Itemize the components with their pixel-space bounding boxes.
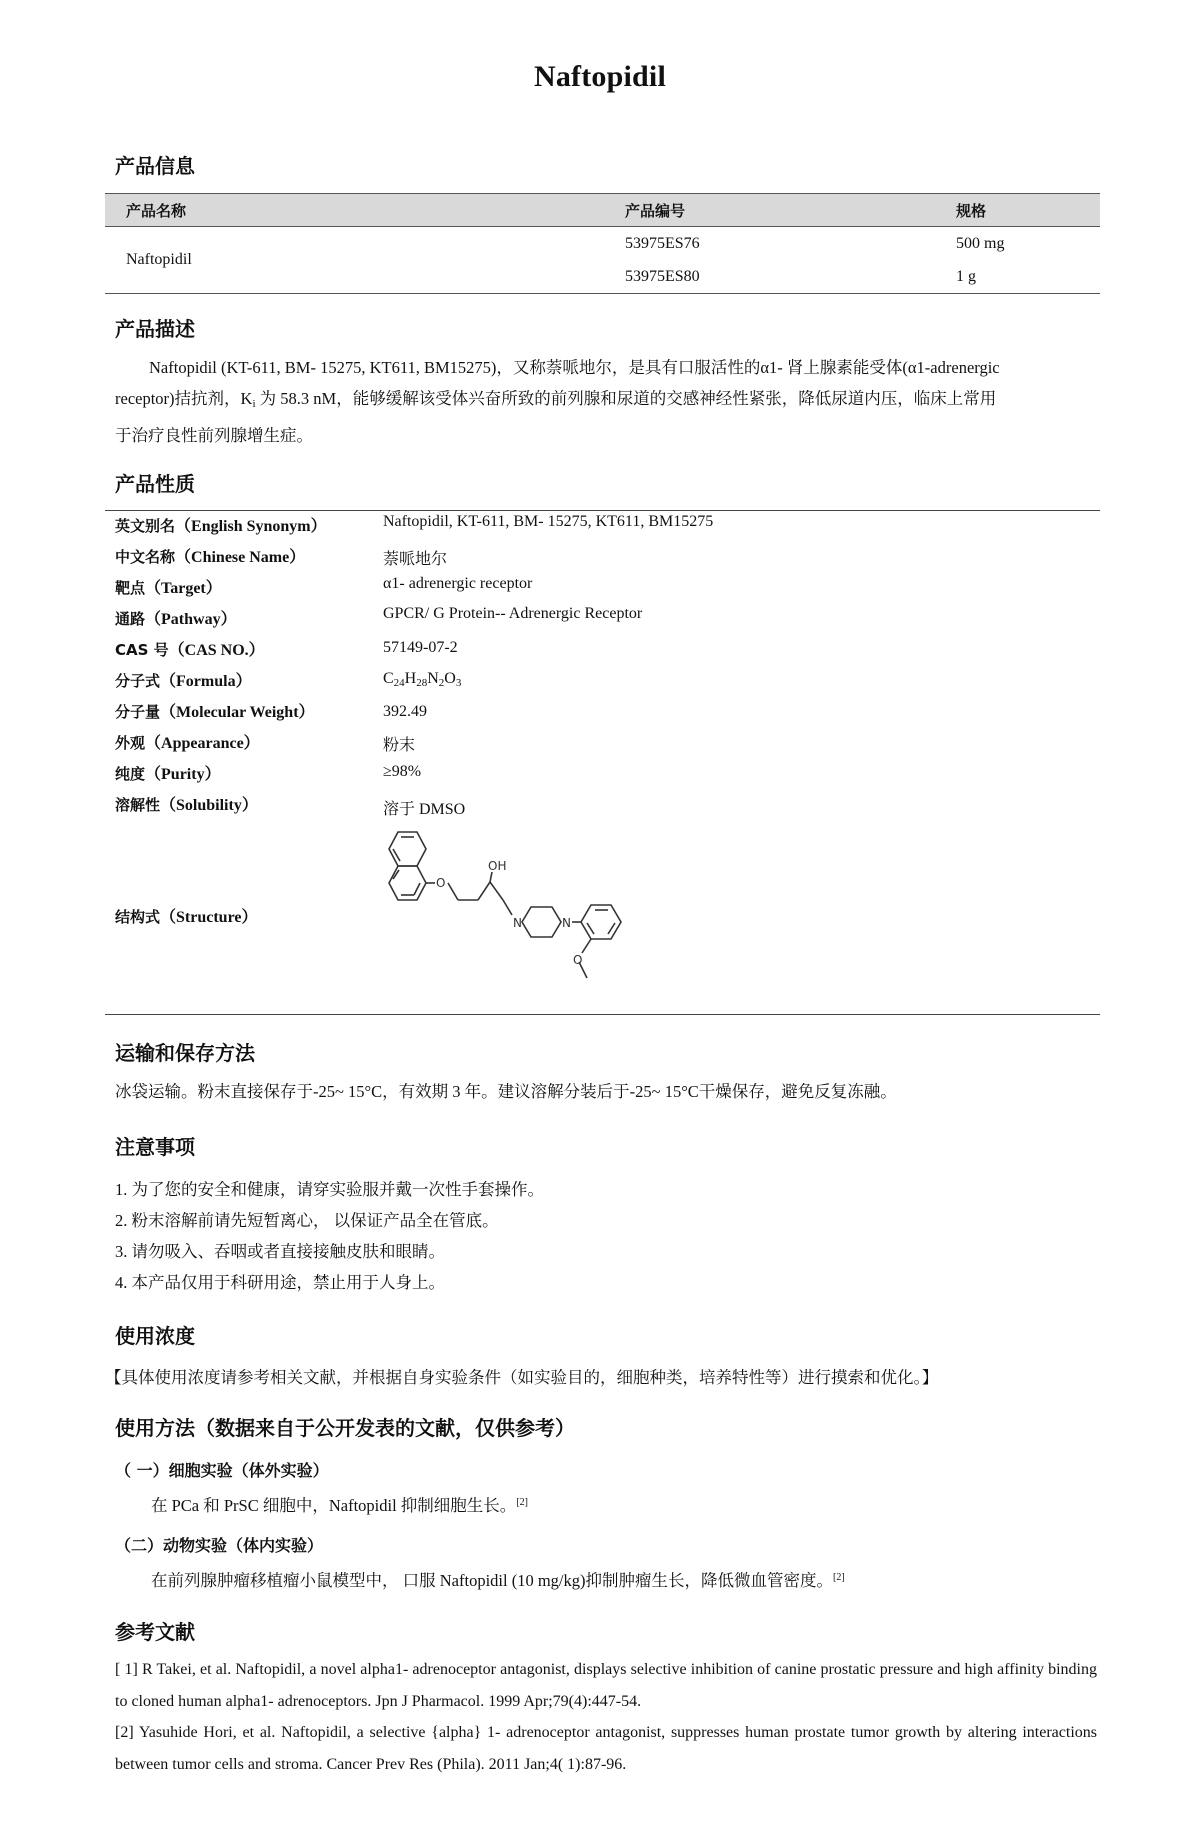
prop-label-pathway: 通路（Pathway） <box>115 610 237 628</box>
description-line: Naftopidil (KT-611, BM- 15275, KT611, BM15275)，又称萘哌地尔，是具有口服活性的α1- 肾上腺素能受体(α1-adrenergic <box>149 358 1000 377</box>
prop-value-cas: 57149-07-2 <box>383 639 458 656</box>
cell-experiment-heading: （ 一）细胞实验（体外实验） <box>115 1461 329 1480</box>
citation-ref: [2] <box>516 1497 528 1508</box>
usage-conc-text: 【具体使用浓度请参考相关文献，并根据自身实验条件（如实验目的，细胞种类，培养特性等）进行摸索和优化。】 <box>105 1368 939 1387</box>
description-heading: 产品描述 <box>115 317 195 341</box>
list-item: 2. 粉末溶解前请先短暂离心， 以保证产品全在管底。 <box>115 1211 499 1230</box>
prop-label-structure: 结构式（Structure） <box>115 908 258 926</box>
list-item: 3. 请勿吸入、吞咽或者直接接触皮肤和眼睛。 <box>115 1242 445 1261</box>
svg-text:O: O <box>573 953 583 967</box>
properties-heading: 产品性质 <box>115 472 195 496</box>
prop-label-solubility: 溶解性（Solubility） <box>115 796 258 814</box>
prop-label-mw: 分子量（Molecular Weight） <box>115 703 315 721</box>
table-header-row <box>105 194 1100 227</box>
description-line: receptor)拮抗剂，$K_i$ 为 58.3 nM，能够缓解该受体兴奋所致的前列腺和尿道的交感神经性紧张，降低尿道内压，临床上常用 <box>115 389 997 410</box>
prop-label-cas: CAS 号（CAS NO.） <box>115 641 265 659</box>
citation-ref: [2] <box>832 1572 845 1583</box>
description-line: 于治疗良性前列腺增生症。 <box>115 426 313 445</box>
header-product-name: 产品名称 <box>105 194 604 227</box>
page-title: Naftopidil <box>533 60 667 93</box>
product-spec-cell: 1 g <box>935 260 1100 294</box>
references-heading: 参考文献 <box>115 1620 195 1644</box>
reference-item-2: [2] Yasuhide Hori, et al. Naftopidil, a selective {alpha} 1- adrenoceptor antagonist, suppresses human prostate tumor growth by altering interactions between tumor cells and stroma. Cancer Prev Res (Phila). 2011 Jan;4( 1):87-96. <box>115 1724 1097 1773</box>
prop-value-solubility: 溶于 DMSO <box>383 801 466 818</box>
prop-value-chinese-name: 萘哌地尔 <box>383 551 448 568</box>
reference-item-1: [ 1] R Takei, et al. Naftopidil, a novel alpha1- adrenoceptor antagonist, displays selective inhibition of canine prostatic pressure and high affinity binding to cloned human alpha1- adrenoceptors. Jpn J Pharmacol. 1999 Apr;79(4):447-54. <box>115 1661 1097 1710</box>
prop-label-formula: 分子式（Formula） <box>115 672 252 690</box>
divider <box>105 1014 1100 1015</box>
svg-text:N: N <box>562 916 571 930</box>
prop-value-synonym: Naftopidil, KT-611, BM- 15275, KT611, BM15275 <box>383 513 714 530</box>
svg-text:OH: OH <box>488 859 507 873</box>
list-item: 1. 为了您的安全和健康，请穿实验服并戴一次性手套操作。 <box>115 1180 544 1199</box>
animal-experiment-heading: （二）动物实验（体内实验） <box>115 1536 324 1555</box>
prop-label-appearance: 外观（Appearance） <box>115 734 260 752</box>
product-info-table <box>105 193 1100 294</box>
header-spec: 规格 <box>935 194 1100 227</box>
prop-value-formula: $C_{24}H_{28}N_2O_3$ <box>383 670 462 689</box>
product-info-heading: 产品信息 <box>115 154 195 178</box>
prop-value-purity: ≥98% <box>383 763 422 780</box>
product-code-cell: 53975ES80 <box>604 260 935 294</box>
product-name-cell: Naftopidil <box>105 227 604 294</box>
chemical-structure-image <box>378 830 678 1010</box>
prop-value-pathway: GPCR/ G Protein-- Adrenergic Receptor <box>383 605 643 622</box>
prop-label-target: 靶点（Target） <box>115 579 222 597</box>
description-text <box>115 352 1097 451</box>
notes-list <box>115 1174 544 1298</box>
storage-text: 冰袋运输。粉末直接保存于-25~ 15°C，有效期 3 年。建议溶解分装后于-25~ 15°C干燥保存，避免反复冻融。 <box>115 1082 897 1101</box>
prop-label-chinese-name: 中文名称（Chinese Name） <box>115 548 306 566</box>
prop-value-mw: 392.49 <box>383 703 427 720</box>
storage-heading: 运输和保存方法 <box>115 1041 255 1065</box>
product-code-cell: 53975ES76 <box>625 234 700 252</box>
notes-heading: 注意事项 <box>115 1135 195 1159</box>
table-row <box>105 227 1100 261</box>
prop-label-purity: 纯度（Purity） <box>115 765 221 783</box>
product-spec-cell: 500 mg <box>956 234 1005 252</box>
svg-text:N: N <box>513 916 522 930</box>
divider <box>105 510 1100 511</box>
svg-text:O: O <box>436 876 446 890</box>
usage-conc-heading: 使用浓度 <box>115 1324 195 1348</box>
list-item: 4. 本产品仅用于科研用途，禁止用于人身上。 <box>115 1273 445 1292</box>
usage-method-heading: 使用方法（数据来自于公开发表的文献，仅供参考） <box>115 1416 575 1440</box>
prop-value-target: α1- adrenergic receptor <box>383 575 533 592</box>
prop-value-appearance: 粉末 <box>383 737 416 754</box>
prop-label-synonym: 英文别名（English Synonym） <box>115 517 327 535</box>
animal-experiment-text: 在前列腺肿瘤移植瘤小鼠模型中， 口服 Naftopidil (10 mg/kg)抑制肿瘤生长，降低微血管密度。[2] <box>151 1571 845 1590</box>
header-product-code: 产品编号 <box>604 194 935 227</box>
cell-experiment-text: 在 PCa 和 PrSC 细胞中，Naftopidil 抑制细胞生长。[2] <box>151 1496 528 1515</box>
